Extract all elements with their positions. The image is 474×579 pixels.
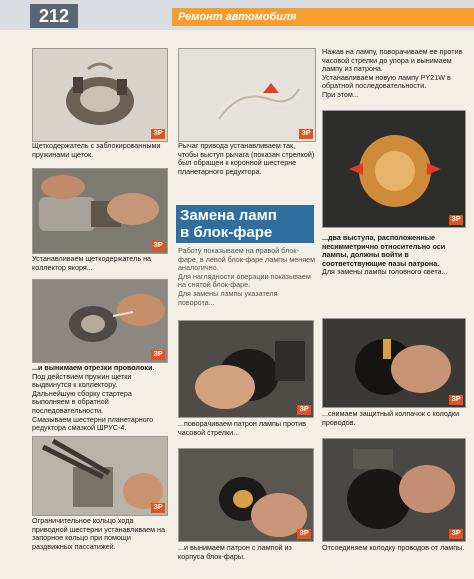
source-badge: ЗР — [449, 395, 463, 405]
photo-protective-cap — [322, 318, 466, 408]
source-badge: ЗР — [297, 529, 311, 539]
socket-with-lamp-illustration — [179, 449, 313, 541]
caption-ring-install: Ограничительное кольцо хода приводной шестерни устанавливаем на запорное кольцо при помощи раздвижных пассатижей. — [32, 516, 165, 551]
wires-illustration — [33, 280, 167, 362]
source-badge: ЗР — [297, 405, 311, 415]
section-title: Ремонт автомобиля — [172, 8, 474, 26]
caption-rotate-socket: ...поворачиваем патрон лампы против часовой стрелки... — [178, 419, 306, 437]
photo-brush-holder — [32, 48, 168, 142]
photo-drive-lever — [178, 48, 316, 142]
photo-rotate-socket — [178, 320, 314, 418]
lever-illustration — [179, 49, 315, 141]
caption-protective-cap: ...снимаем защитный колпачок с колодки проводов. — [322, 409, 460, 427]
source-badge: ЗР — [151, 129, 165, 139]
connector-illustration — [323, 439, 465, 541]
photo-remove-wires — [32, 279, 168, 363]
bulb-replacement-text: Нажав на лампу, поворачиваем ее против часовой стрелки до упора и вынимаем лампу из патрона. Устанавливаем новую лампу PY21W в обратной последовательности. При этом... — [322, 47, 463, 99]
section-heading: Замена ламп в блок-фаре — [176, 205, 314, 243]
pliers-illustration — [33, 437, 167, 515]
caption-disconnect-connector: Отсоединяем колодку проводов от лампы. — [322, 543, 465, 552]
source-badge: ЗР — [449, 529, 463, 539]
cap-illustration — [323, 319, 465, 407]
source-badge: ЗР — [151, 350, 165, 360]
caption-install-brush-holder: Устанавливаем щеткодержатель на коллектор якоря... — [32, 254, 152, 272]
caption-remove-wires: ...и вынимаем отрезки проволоки. Под действием пружин щетки выдвинутся к коллектору. Дальнейшую сборку стартера выполняем в обратной последовательности. Смазываем шестерни планетарного редуктора смазкой ШРУС-4. — [32, 363, 155, 433]
bulb-illustration — [323, 111, 465, 227]
source-badge: ЗР — [449, 215, 463, 225]
caption-remove-socket: ...и вынимаем патрон с лампой из корпуса блок-фары. — [178, 543, 292, 561]
starter-illustration — [33, 169, 167, 253]
caption-brush-holder: Щеткодержатель с заблокированными пружинами щеток. — [32, 141, 161, 159]
photo-ring-install — [32, 436, 168, 516]
brush-holder-illustration — [33, 49, 167, 141]
lamp-replacement-intro: Работу показываем на правой блок-фаре, в левой блок-фаре лампы меняем аналогично. Для наглядности операции показываем на снятой блок-фаре. Для замены лампы указателя поворота... — [178, 246, 316, 307]
source-badge: ЗР — [151, 241, 165, 251]
photo-remove-socket — [178, 448, 314, 542]
socket-illustration — [179, 321, 313, 417]
caption-drive-lever: Рычаг привода устанавливаем так, чтобы выступ рычага (показан стрелкой) был обращен к коронной шестерне планетарного редуктора. — [178, 141, 315, 176]
caption-bulb-lugs: ...два выступа, расположенные несимметрично относительно оси лампы, должны войти в соответствующие пазы патрона. Для замены лампы головного света... — [322, 233, 448, 277]
page-number: 212 — [30, 4, 78, 28]
photo-disconnect-connector — [322, 438, 466, 542]
page-header — [0, 0, 474, 30]
photo-bulb-lugs — [322, 110, 466, 228]
photo-install-brush-holder — [32, 168, 168, 254]
source-badge: ЗР — [151, 503, 165, 513]
source-badge: ЗР — [299, 129, 313, 139]
